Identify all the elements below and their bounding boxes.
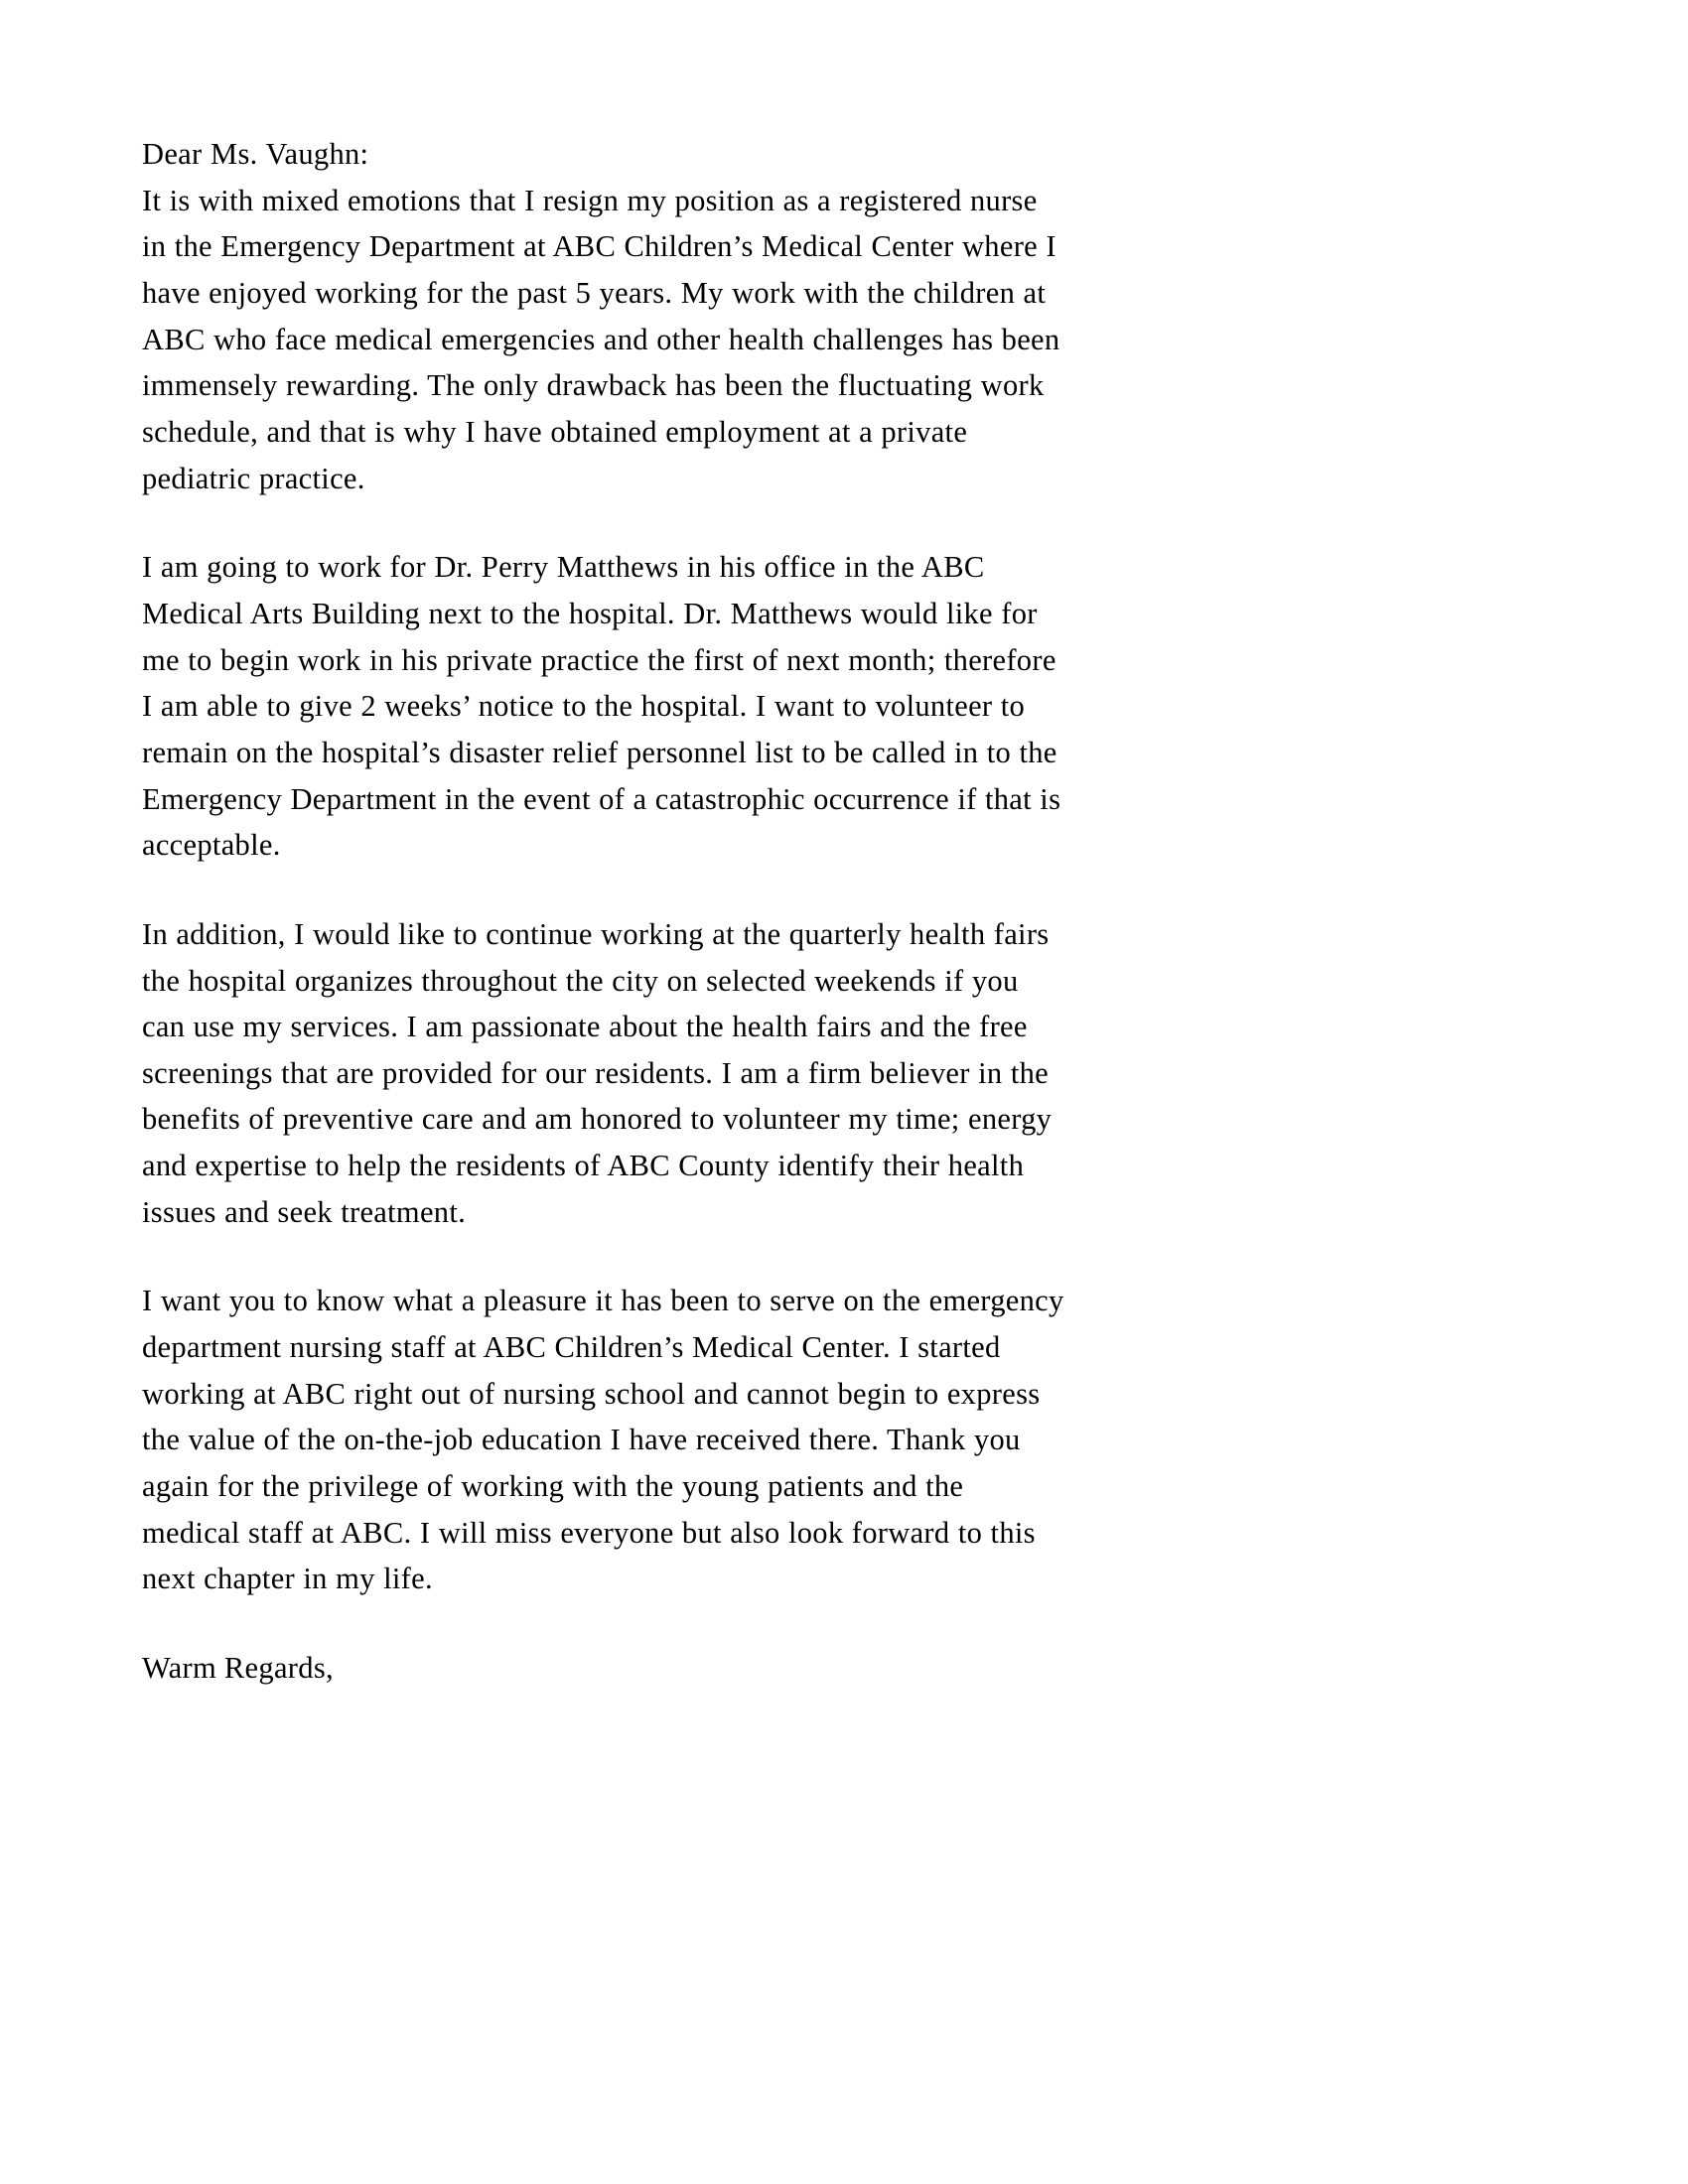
paragraph-spacer bbox=[142, 1235, 1067, 1278]
paragraph-spacer bbox=[142, 1602, 1067, 1645]
letter-paragraph-4: I want you to know what a pleasure it has been to serve on the emergency department nursing staff at ABC Children’s Medical Center. I started working at ABC right out of nursing school and cannot begin to express the value of the on-the-job education I have received there. Thank you again for the privilege of working with the young patients and the medical staff at ABC. I will miss everyone but also look forward to this next chapter in my life. bbox=[142, 1284, 1064, 1596]
paragraph-spacer bbox=[142, 869, 1067, 911]
letter-paragraph-2: I am going to work for Dr. Perry Matthews in his office in the ABC Medical Arts Building next to the hospital. Dr. Matthews would like for me to begin work in his private practice the first of next month; therefore I am able to give 2 weeks’ notice to the hospital. I want to volunteer to remain on the hospital’s disaster relief personnel list to be called in to the Emergency Department in the event of a catastrophic occurrence if that is acceptable. bbox=[142, 550, 1061, 863]
letter-paragraph-1: It is with mixed emotions that I resign my position as a registered nurse in the Emergency Department at ABC Children’s Medical Center where I have enjoyed working for the past 5 years. My work with the children at ABC who face medical emergencies and other health challenges has been immensely rewarding. The only drawback has been the fluctuating work schedule, and that is why I have obtained employment at a private pediatric practice. bbox=[142, 183, 1060, 495]
paragraph-spacer bbox=[142, 501, 1067, 544]
letter-salutation: Dear Ms. Vaughn: bbox=[142, 137, 369, 171]
letter-body bbox=[142, 131, 1067, 1692]
letter-paragraph-3: In addition, I would like to continue working at the quarterly health fairs the hospital organizes throughout the city on selected weekends if you can use my services. I am passionate about the health fairs and the free screenings that are provided for our residents. I am a firm believer in the benefits of preventive care and am honored to volunteer my time; energy and expertise to help the residents of ABC County identify their health issues and seek treatment. bbox=[142, 916, 1053, 1229]
letter-closing: Warm Regards, bbox=[142, 1651, 334, 1686]
